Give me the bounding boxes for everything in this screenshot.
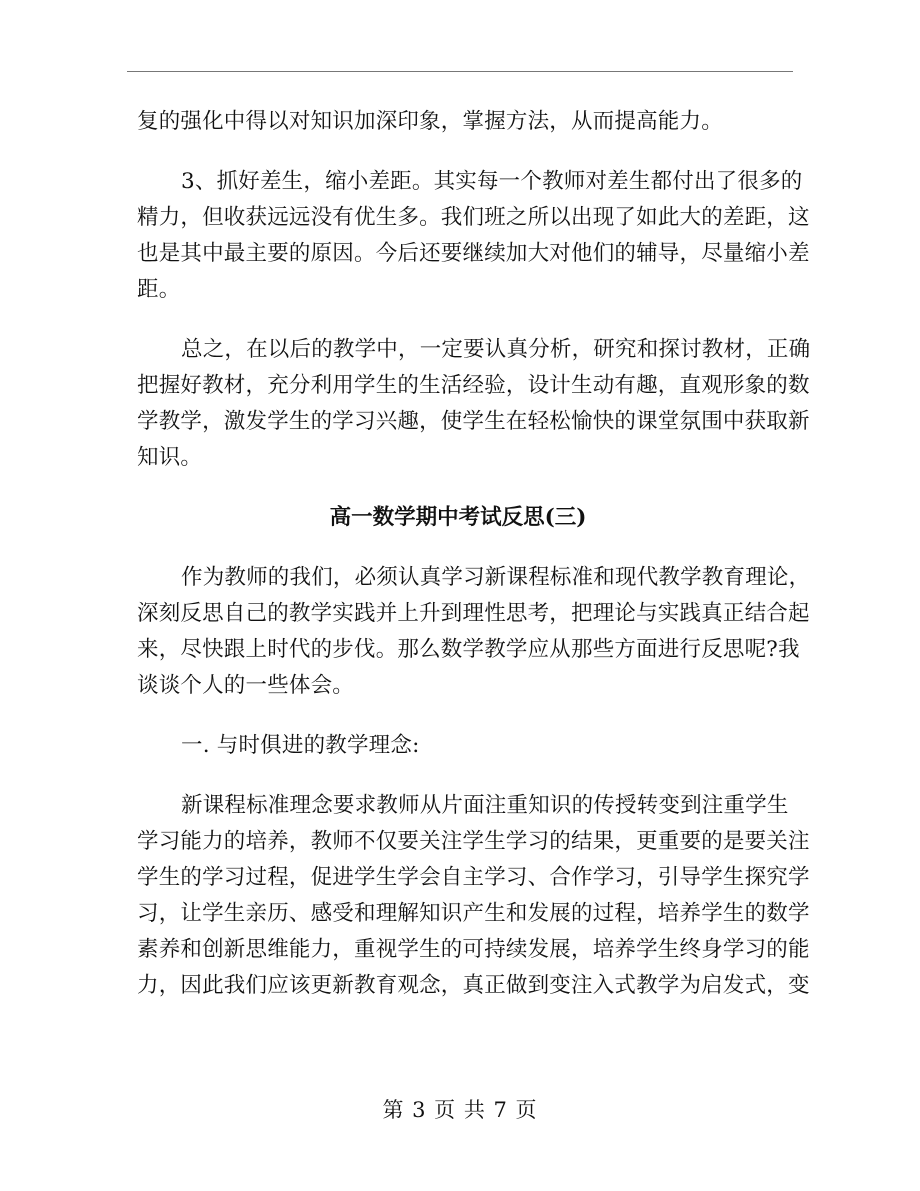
paragraph: [137, 560, 811, 704]
text-line: 作为教师的我们，必须认真学习新课程标准和现代教学教育理论，: [181, 565, 811, 590]
text-line: 复的强化中得以对知识加深印象，掌握方法，从而提高能力。: [137, 109, 723, 134]
text-line: 知识。: [137, 445, 203, 470]
text-line: 学生的学习过程，促进学生学会自主学习、合作学习，引导学生探究学: [137, 865, 810, 890]
text-line: 习，让学生亲历、感受和理解知识产生和发展的过程，培养学生的数学: [137, 901, 810, 926]
text-line: 来，尽快跟上时代的步伐。那么数学教学应从那些方面进行反思呢?我: [137, 637, 800, 662]
text-line: 总之，在以后的教学中，一定要认真分析，研究和探讨教材，正确: [181, 337, 811, 362]
subheading-line: 一. 与时俱进的教学理念:: [181, 733, 420, 758]
paragraph: [137, 104, 797, 140]
text-line: 学教学，激发学生的学习兴趣，使学生在轻松愉快的课堂氛围中获取新: [137, 409, 810, 434]
page-footer: 第 3 页 共 7 页: [382, 1098, 538, 1122]
text-line: 也是其中最主要的原因。今后还要继续加大对他们的辅导，尽量缩小差: [137, 241, 810, 266]
text-line: 新课程标准理念要求教师从片面注重知识的传授转变到注重学生: [181, 793, 789, 818]
paragraph: [137, 164, 810, 308]
section-title: 高一数学期中考试反思(三): [329, 505, 587, 530]
text-line: 学习能力的培养，教师不仅要关注学生学习的结果，更重要的是要关注: [137, 829, 810, 854]
text-line: 3、抓好差生，缩小差距。其实每一个教师对差生都付出了很多的: [181, 169, 803, 194]
paragraph: [137, 788, 810, 1004]
text-line: 谈谈个人的一些体会。: [137, 673, 355, 698]
text-line: 力，因此我们应该更新教育观念，真正做到变注入式教学为启发式，变: [137, 973, 810, 998]
document-body: [137, 104, 811, 1004]
header-rule: [127, 71, 793, 72]
text-line: 精力，但收获远远没有优生多。我们班之所以出现了如此大的差距，这: [137, 205, 810, 230]
text-line: 深刻反思自己的教学实践并上升到理性思考，把理论与实践真正结合起: [137, 601, 810, 626]
text-line: 把握好教材，充分利用学生的生活经验，设计生动有趣，直观形象的数: [137, 373, 810, 398]
paragraph: [137, 728, 797, 764]
text-line: 距。: [137, 277, 181, 302]
paragraph: [137, 332, 811, 476]
text-line: 素养和创新思维能力，重视学生的可持续发展，培养学生终身学习的能: [137, 937, 810, 962]
